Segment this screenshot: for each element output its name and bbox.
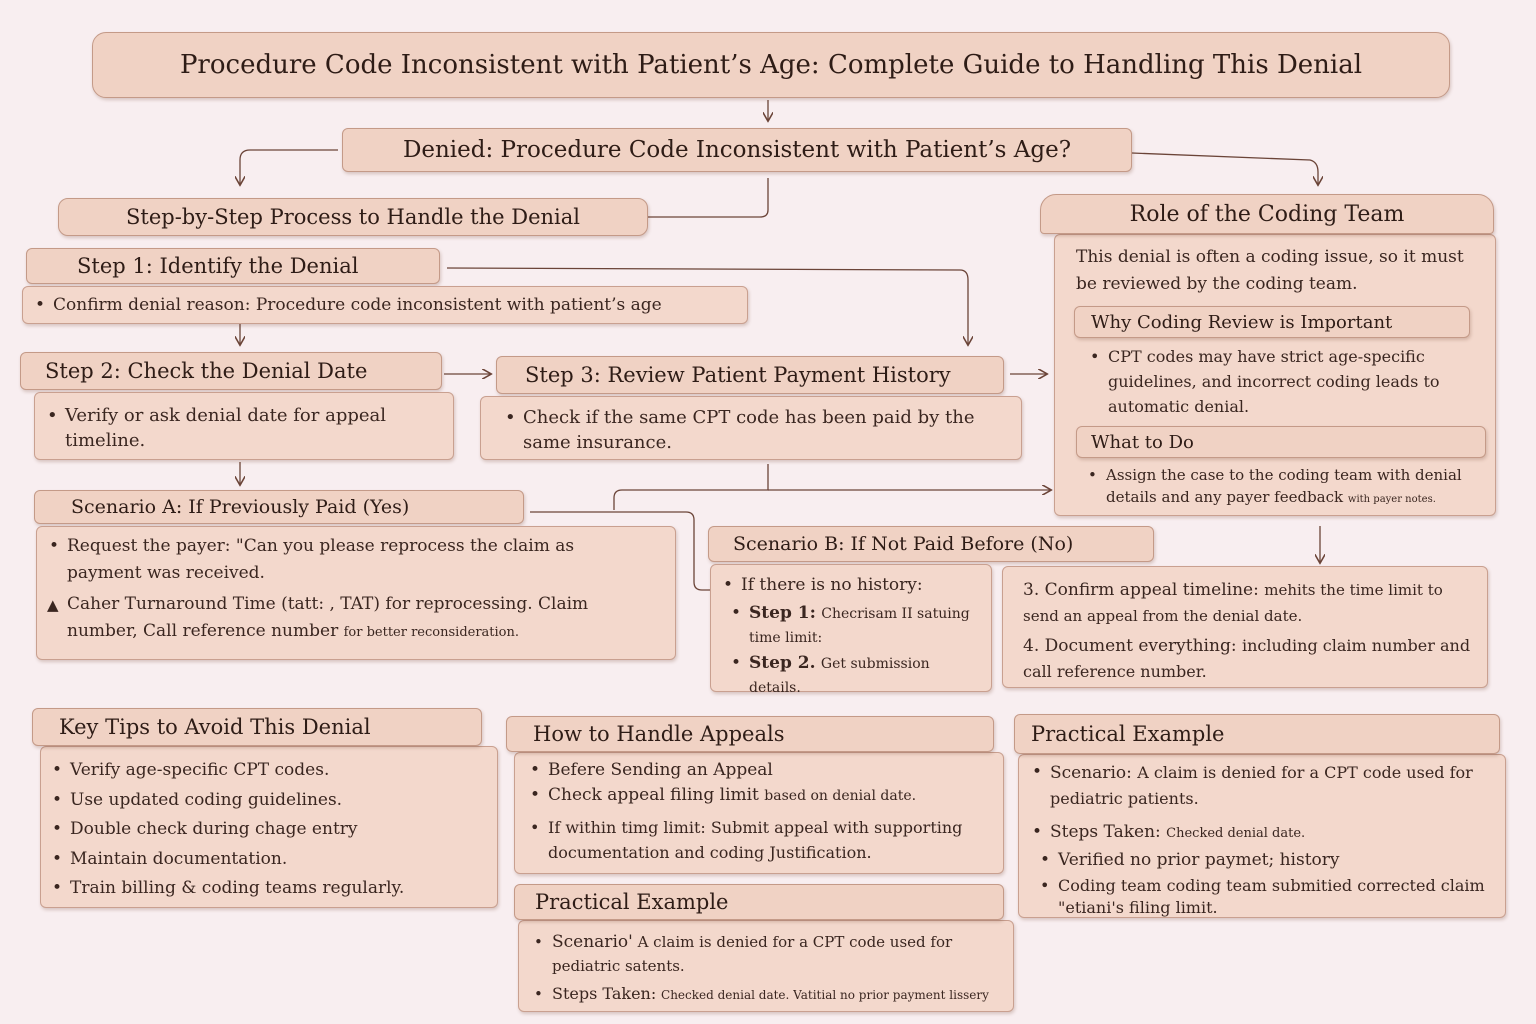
coding-team-header xyxy=(1040,194,1494,234)
scenario-b-step1 xyxy=(719,601,979,649)
connector-question-left xyxy=(240,150,338,184)
scenario-a-tat-small: for better reconsideration. xyxy=(343,625,520,640)
step1-label: Step 1: Identify the Denial xyxy=(77,254,359,278)
scenario-b-intro: • If there is no history: xyxy=(719,573,979,597)
appeals-header xyxy=(506,716,994,752)
coding-team-label: Role of the Coding Team xyxy=(1129,201,1405,227)
key-tip-1: • Verify age-specific CPT codes. xyxy=(48,756,488,786)
example-right-steps-label: Steps Taken: xyxy=(1050,822,1161,842)
key-tip-2: • Use updated coding guidelines. xyxy=(48,786,488,816)
connector-question-right xyxy=(1132,153,1318,184)
what-to-do-bullet xyxy=(1084,464,1474,508)
appeals-item3: • If within timg limit: Submit appeal with supporting documentation and coding Justification. xyxy=(526,815,996,865)
appeals-item1: • Befere Sending an Appeal xyxy=(526,758,996,783)
key-tips-header xyxy=(32,708,482,746)
example-mid-header xyxy=(514,884,1004,920)
why-coding-label: Why Coding Review is Important xyxy=(1091,311,1393,333)
example-right-sub2: • Coding team coding team submitied corrected claim "etiani's filing limit. xyxy=(1028,875,1498,919)
why-coding-header xyxy=(1074,306,1470,338)
example-mid-label: Practical Example xyxy=(535,890,729,914)
appeals-item2-small: based on denial date. xyxy=(764,788,917,804)
appeal-step4 xyxy=(1023,633,1473,685)
example-right-header xyxy=(1014,714,1500,754)
why-coding-bullet: • CPT codes may have strict age-specific guidelines, and incorrect coding leads to automatic denial. xyxy=(1086,344,1476,419)
step3-card xyxy=(480,396,1022,460)
scenario-b-step2 xyxy=(719,651,979,699)
appeal-step4-label: 4. Document everything: xyxy=(1023,636,1237,656)
example-mid-scenario-label: Scenario' xyxy=(552,932,633,952)
step2-header xyxy=(20,352,442,390)
scenario-a-label: Scenario A: If Previously Paid (Yes) xyxy=(71,496,410,518)
example-right-sub1: • Verified no prior paymet; history xyxy=(1028,848,1498,873)
step2-bullet: • Verify or ask denial date for appeal timeline. xyxy=(43,403,443,453)
main-title-text: Procedure Code Inconsistent with Patient’s Age: Complete Guide to Handling This Denial xyxy=(179,50,1363,80)
example-right-steps xyxy=(1028,820,1498,846)
step3-bullet: • Check if the same CPT code has been paid by the same insurance. xyxy=(501,405,1011,455)
appeal-step3-label: 3. Confirm appeal timeline: xyxy=(1023,580,1259,600)
appeals-label: How to Handle Appeals xyxy=(533,722,785,746)
denial-question xyxy=(342,128,1132,172)
example-mid-steps xyxy=(530,982,1010,1007)
example-mid-steps-text: Checked denial date. Vatitial no prior payment lissery xyxy=(661,988,989,1002)
what-to-do-text: Assign the case to the coding team with denial details and any payer feedback xyxy=(1106,466,1462,506)
process-header xyxy=(58,198,648,236)
appeals-item2 xyxy=(526,783,996,809)
connector-step3-branch xyxy=(614,464,768,510)
connector-question-process xyxy=(648,178,768,217)
appeal-steps-card xyxy=(1002,566,1488,688)
example-right-steps-text: Checked denial date. xyxy=(1166,826,1306,841)
example-mid-scenario-text: A claim is denied for a CPT code used for pediatric satents. xyxy=(552,933,953,975)
key-tip-5: • Train billing & coding teams regularly. xyxy=(48,874,488,904)
key-tips-label: Key Tips to Avoid This Denial xyxy=(59,715,371,739)
example-right-label: Practical Example xyxy=(1031,722,1225,746)
what-to-do-label: What to Do xyxy=(1091,431,1194,453)
appeal-step3-text: mehits the time limit to send an appeal from the denial date. xyxy=(1023,581,1443,625)
warning-triangle-icon: ▲ xyxy=(47,596,59,614)
denial-question-text: Denied: Procedure Code Inconsistent with Patient’s Age? xyxy=(402,137,1072,163)
scenario-b-step1-label: Step 1: xyxy=(749,603,816,623)
step1-header xyxy=(26,248,440,284)
step3-header xyxy=(496,356,1004,394)
step2-label: Step 2: Check the Denial Date xyxy=(45,359,368,383)
coding-team-intro: This denial is often a coding issue, so it must be reviewed by the coding team. xyxy=(1076,247,1464,294)
key-tip-3: • Double check during chage entry xyxy=(48,815,488,845)
process-header-text: Step-by-Step Process to Handle the Denial xyxy=(126,205,580,229)
appeals-item2-main: Check appeal filing limit xyxy=(548,785,759,805)
step1-card xyxy=(22,286,748,324)
key-tip-4: • Maintain documentation. xyxy=(48,845,488,875)
scenario-a-bullet2 xyxy=(45,591,645,646)
scenario-a-tat: Caher Turnaround Time (tatt: , TAT) for reprocessing. Claim number, Call reference number xyxy=(67,594,589,641)
scenario-b-step2-text: Get submission details. xyxy=(749,656,930,696)
scenario-a-header xyxy=(34,490,524,524)
appeal-step3 xyxy=(1023,577,1473,629)
step1-bullet: • Confirm denial reason: Procedure code inconsistent with patient’s age xyxy=(31,293,741,318)
main-title xyxy=(92,32,1450,98)
example-right-scenario xyxy=(1028,760,1498,812)
scenario-b-label: Scenario B: If Not Paid Before (No) xyxy=(733,533,1074,555)
scenario-a-card xyxy=(36,526,676,660)
example-mid-scenario xyxy=(530,930,1010,978)
scenario-b-card xyxy=(710,564,992,696)
step3-label: Step 3: Review Patient Payment History xyxy=(525,363,951,387)
what-to-do-header xyxy=(1076,426,1486,458)
example-right-scenario-text: A claim is denied for a CPT code used for pediatric patients. xyxy=(1050,763,1473,808)
scenario-a-bullet1 xyxy=(45,533,645,587)
scenario-b-step1-text: Checrisam II satuing time limit: xyxy=(749,606,970,646)
what-to-do-small: with payer notes. xyxy=(1347,494,1436,505)
example-mid-steps-label: Steps Taken: xyxy=(552,984,657,1003)
scenario-a-request: Request the payer: "Can you please reprocess the claim as payment was received. xyxy=(67,536,575,583)
step2-card xyxy=(34,392,454,460)
scenario-b-header xyxy=(708,526,1154,562)
appeal-step4-text: including claim number and call reference number. xyxy=(1023,636,1471,681)
scenario-b-step2-label: Step 2. xyxy=(749,653,816,673)
example-right-scenario-label: Scenario: xyxy=(1050,763,1132,783)
